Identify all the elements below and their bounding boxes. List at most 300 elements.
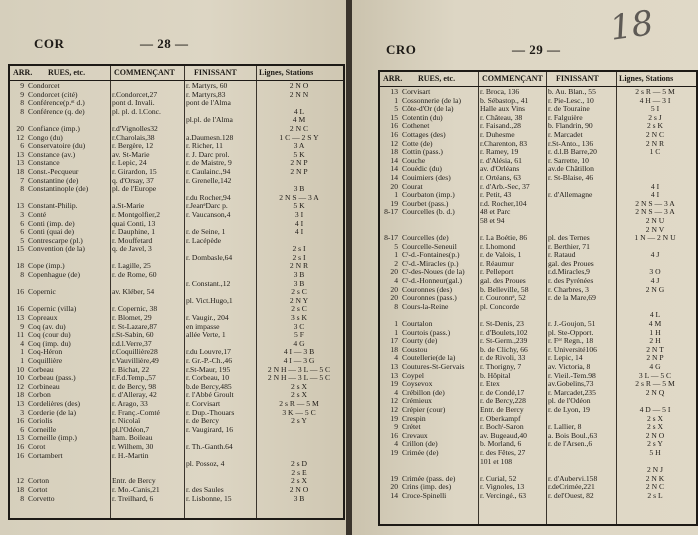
street-end: r. de la Mare,69 [548,294,596,303]
street-start: q. de Javel, 3 [112,245,152,254]
left-table [8,64,345,520]
stations: 3 A [293,142,305,151]
arrondissement: 4 [394,277,398,286]
street-start: r.Vauvillière,49 [112,357,159,365]
table-row [10,486,343,495]
arrondissement: 6 [20,219,24,228]
arrondissement: 20 [390,294,398,303]
street-end: r. Fᵒʳ Regn., 18 [548,337,594,346]
stations: 2 N V [645,225,665,234]
table-row [380,363,696,372]
street-start: r. La Boétie, 86 [480,234,528,243]
arrondissement: 19 [390,380,398,389]
street-end: r. Martyrs, 60 [186,82,228,90]
table-row [380,432,696,441]
table-row [380,415,696,424]
street-end: r. Rataud [548,251,576,260]
street-name: Contrescarpe (pl.) [28,236,83,245]
street-name: Courty (de) [402,337,438,346]
street-start: r. Etex [480,380,500,389]
street-start: r. St-Lazare,87 [112,322,157,331]
street-start: r. Thorigny, 7 [480,363,522,371]
street-name: Crétet [402,423,421,432]
street-name: Couimiers (des) [402,173,451,182]
street-name: Courcelles (de) [402,234,449,243]
table-row [10,142,343,151]
street-name: Courcelles (b. d.) [402,208,455,217]
street-start: r. Girardon, 15 [112,167,157,176]
table-row [380,88,696,97]
arrondissement: 1 [394,96,398,105]
stations: 5 K [293,150,305,159]
street-name: Cottages (des) [402,130,446,139]
table-row [380,303,696,312]
street-end: r. J.-Goujon, 51 [548,320,596,329]
table-row [380,458,696,467]
stations: 2 s Y [291,417,307,426]
street-end: b. Flandrin, 90 [548,122,593,131]
table-row [10,288,343,297]
table-row [380,406,696,415]
street-name: Crimée (pass. de) [402,474,456,483]
street-name: Coysevox [402,380,433,389]
stations: 2 s Y [647,440,663,449]
stations: 2 s D [290,460,308,469]
street-name: Copernic [28,288,56,297]
street-end: r. J. Darc prol. [186,150,230,159]
table-row [380,217,696,226]
street-end: r. de Lyon, 19 [548,405,590,414]
stations: 3 O [649,268,661,277]
arrondissement: 4 [20,339,24,348]
street-name: Cᵗ-d.-Fontaines(p.) [402,251,460,260]
street-end: a. Bois Boul.,63 [548,431,598,440]
street-name: Croce-Spinelli [402,491,447,500]
col-commencant-header: COMMENÇANT [482,74,543,83]
stations: 4 J [650,277,660,286]
street-name: Corbineau [28,382,60,391]
street-start: r.d.l.Verre,37 [112,339,152,348]
arrondissement: 8 [20,107,24,116]
stations: 2 N J [646,466,664,475]
street-end: av.Gobelins,73 [548,380,594,389]
left-table-header [10,66,343,81]
table-row [10,460,343,469]
street-name: Coq-Héron [28,348,63,357]
street-name: Cothenet [402,122,430,131]
street-name: Congo (du) [28,133,63,142]
stations: 2 H [649,337,661,346]
street-name: Coypel [402,371,424,380]
street-end: r. l'Abbé Groult [186,391,234,400]
table-row [380,260,696,269]
street-name: Coq (av. du) [28,322,66,331]
street-name: Cordelières (des) [28,399,81,408]
col-arr-header: ARR. [13,68,33,77]
arrondissement: 12 [16,133,24,142]
stations: 2 N Y [289,296,309,305]
street-end: r. Corbeau, 10 [186,374,230,383]
stations: 2 N Q [645,388,665,397]
street-start: r. Nicolaï [112,417,141,426]
stations: 4 I [294,219,304,228]
stations: 2 N O [289,82,309,90]
street-start: gal. des Proues [480,277,526,286]
table-row [380,397,696,406]
street-name: Convention (de la) [28,245,85,254]
arrondissement: 1 [394,191,398,200]
street-name: Courtalon [402,320,433,329]
stations: 2 N C [289,124,309,133]
table-row [380,114,696,123]
table-row [10,151,343,160]
table-row [380,200,696,209]
arrondissement: 9 [20,322,24,331]
stations: 2 N O [645,431,665,440]
stations: 2 N P [290,159,308,168]
stations: 2 s J [648,113,662,122]
street-start: r. Bochᵗ-Saron [480,423,524,432]
arrondissement: 12 [16,382,24,391]
street-end: r. Grenelle,142 [186,176,232,185]
arrondissement: 12 [390,397,398,406]
street-start: r. de Valois, 1 [480,251,522,260]
street-name: Conti (imp. de) [28,219,75,228]
col-commencant-header: COMMENÇANT [114,68,175,77]
street-name: Const.-Pecqueur [28,167,79,176]
street-start: r. Copernic, 38 [112,305,158,314]
street-start: r.St-Sabin, 60 [112,331,154,340]
arrondissement: 13 [16,434,24,443]
arrondissement: 8 [20,185,24,194]
street-name: Cᵗ-d.-Honneur(gal.) [402,277,463,286]
table-row [10,280,343,289]
street-end: r. Lepic, 14 [548,354,583,363]
street-name: Conférence (q. de) [28,107,85,116]
street-name: Crevaux [402,431,428,440]
arrondissement: 12 [16,477,24,486]
street-name: Coq (imp. du) [28,339,71,348]
table-row [380,492,696,501]
street-name: Constance (av.) [28,150,76,159]
street-name: Copenhague (de) [28,271,81,280]
stations: 4 D — 5 I [639,405,671,414]
arrondissement: 16 [16,417,24,426]
street-end: r. Falguière [548,113,583,122]
street-end: r. des Saules [186,485,224,494]
stations: 2 N P [646,354,664,363]
arrondissement: 1 [394,328,398,337]
arrondissement: 4 [394,354,398,363]
street-start: av. St-Marie [112,150,150,159]
stations: 2 s I [292,245,306,254]
street-start: r. H.-Martin [112,451,149,460]
stations: 2 N R [289,262,309,271]
stations: 2 s C [291,305,307,314]
stations: 5 H [649,448,661,457]
street-start: r. de Rivoli, 33 [480,354,526,363]
street-start: a.St-Marie [112,202,145,211]
street-start: r. des Fêtes, 27 [480,448,526,457]
stations: 2 N G [645,285,665,294]
street-name: Courat [402,182,423,191]
street-name: Crespin [402,414,426,423]
street-end: r. Martyrs,83 [186,90,226,99]
street-end: a.Daumesn.128 [186,133,234,142]
col-rues-header: RUES, etc. [418,74,456,83]
street-end: r. Constant.,12 [186,279,231,288]
stations: 3 B [293,271,305,280]
table-row [380,131,696,140]
table-row [10,477,343,486]
stations: 2 N N [289,90,309,99]
table-row [10,116,343,125]
table-row [380,329,696,338]
table-row [380,320,696,329]
table-row [380,389,696,398]
street-start: r. St-Germ.,239 [480,337,528,346]
left-page-number: — 28 — [140,36,189,51]
table-row [10,383,343,392]
arrondissement: 14 [390,491,398,500]
street-start: r. Château, 38 [480,113,523,122]
table-row [380,122,696,131]
arrondissement: 2 [394,259,398,268]
stations: 2 N O [289,485,309,494]
arrondissement: 19 [390,414,398,423]
table-row [10,159,343,168]
street-name: Crémieux [402,397,432,406]
stations: 2 s R — 5 M [279,399,319,408]
table-row [10,134,343,143]
street-name: Courcelle-Seneuil [402,242,457,251]
table-row [10,99,343,108]
street-start: r.d. Rocher,104 [480,199,527,208]
street-start: r. d'Arb.-Sec, 37 [480,182,530,191]
street-end: allée Verte, 1 [186,331,226,340]
street-end: r. Charbres, 3 [548,285,589,294]
street-name: Coutures-St-Gervais [402,363,465,371]
street-end: gal. des Proues [548,259,594,268]
table-row [380,174,696,183]
table-row [10,177,343,186]
street-name: Copernic (villa) [28,305,77,314]
table-row [380,337,696,346]
table-row [380,148,696,157]
table-row [380,165,696,174]
street-end: r. de Maistre, 9 [186,159,232,168]
street-name: Constantinople (de) [28,185,89,194]
table-row [10,220,343,229]
street-end: r. Pie-Lesc., 10 [548,96,594,105]
table-row [10,305,343,314]
street-end: pl. Possoz, 4 [186,460,225,469]
street-start: av. d'Orléans [480,165,520,174]
table-row [380,483,696,492]
table-row [380,475,696,484]
table-row [10,297,343,306]
street-start: r. de Bercy,228 [480,397,526,406]
street-start: r. Curial, 52 [480,474,517,483]
street-name: Condorcet [28,82,60,90]
street-name: Couche [402,156,426,165]
arrondissement: 16 [16,305,24,314]
stations: 2 N T [646,345,664,354]
stations: 4 M [292,116,306,125]
stations: 2 s C [291,288,307,297]
street-end: r. d.l.B Barre,20 [548,148,597,157]
street-end: pl. de l'Odéon [548,397,591,406]
street-start: r. de Rome, 60 [112,271,157,280]
stations: 4 L [649,311,661,320]
street-name: Courbet (pass.) [402,199,449,208]
arrondissement: 12 [390,405,398,414]
stations: 2 s X [290,382,308,391]
street-end: b. Au. Blan., 55 [548,88,596,96]
street-start: r. de Condé,17 [480,388,525,397]
street-end: r. Vaucanson,4 [186,210,231,219]
table-row [10,469,343,478]
street-start: pont d. Invali. [112,99,155,108]
street-start: r. Blomet, 29 [112,314,152,323]
stations: 3 I [294,210,304,219]
street-start: r.Coquillière28 [112,348,158,357]
street-end: r. de Touraine [548,105,590,114]
street-end: r. Sarrette, 10 [548,156,589,165]
street-name: Coq (cour du) [28,331,71,340]
table-row [380,380,696,389]
street-start: pl. de l'Europe [112,185,157,194]
street-name: Corbeau [28,365,54,374]
stations: 3 C [293,322,305,331]
street-name: Corton [28,477,50,486]
table-row [10,400,343,409]
table-row [10,108,343,117]
street-end: r.du Louvre,17 [186,348,231,357]
table-row [380,105,696,114]
arrondissement: 19 [390,448,398,457]
arrondissement: 9 [20,82,24,90]
street-start: r. Pelleport [480,268,514,277]
col-arr-header: ARR. [383,74,403,83]
street-name: Cotentin (du) [402,113,443,122]
street-name: Crins (imp. des) [402,483,452,492]
street-start: r. Faisand.,28 [480,122,521,131]
arrondissement: 8-17 [384,234,398,243]
street-end: pl.pl. de l'Alma [186,116,233,125]
stations: 4 G [649,363,661,371]
stations: 4 I [294,228,304,237]
street-end: r. de Seine, 1 [186,228,226,237]
street-start: r. Dauphine, 1 [112,228,156,237]
table-row [10,91,343,100]
arrondissement: 1 [20,357,24,365]
stations: 4 I [650,191,660,200]
stations: 2 N S — 3 A [279,193,319,202]
street-name: Coustou [402,345,428,354]
arrondissement: 13 [16,399,24,408]
street-end: r. Lallier, 8 [548,423,582,432]
street-start: r. d'Boulets,102 [480,328,528,337]
arrondissement: 13 [390,88,398,96]
street-start: Entr. de Bercy [112,477,156,486]
arrondissement: 17 [390,337,398,346]
table-row [10,194,343,203]
table-row [10,271,343,280]
arrondissement: 13 [16,314,24,323]
street-start: r. Bergère, 12 [112,142,154,151]
street-end: r. Gr.-P.-Ch.,46 [186,357,232,365]
stations: 4 I [650,182,660,191]
street-start: r. d'Alésia, 61 [480,156,522,165]
street-name: Corneille [28,425,57,434]
street-start: r. Couronnᵉ, 52 [480,294,526,303]
street-start: av. Kléber, 54 [112,288,155,297]
stations: 5 F [294,331,304,340]
table-row [10,348,343,357]
street-start: r. Oberkampf [480,414,521,423]
table-row [10,409,343,418]
stations: 1 C — 2 S Y [279,133,319,142]
stations: 4 I — 3 G [283,357,315,365]
table-row [380,277,696,286]
street-end: r. Université106 [548,345,597,354]
table-row [10,443,343,452]
street-name: Corot [28,442,46,451]
street-end: en impasse [186,322,220,331]
street-end: r. Richer, 11 [186,142,223,151]
stations: 2 s X [290,391,308,400]
arrondissement: 14 [390,173,398,182]
street-name: Cotte (de) [402,139,433,148]
arrondissement: 20 [390,285,398,294]
street-name: Cours-la-Reine [402,302,449,311]
stations: 2 N S — 3 A [635,199,675,208]
street-name: Courbaton (imp.) [402,191,455,200]
street-start: 101 et 108 [480,457,513,466]
stations: 2 N R [645,139,665,148]
street-end: r.du Rocher,94 [186,193,231,202]
street-end: r. Vieil.-Tem.98 [548,371,596,380]
stations: 2 s L [647,491,663,500]
street-name: Crébillon (de) [402,388,445,397]
street-name: Conté [28,210,47,219]
street-name: Corbeau (pass.) [28,374,76,383]
stations: 2 s X [290,477,308,486]
street-name: Crépier (cour) [402,405,446,414]
street-start: r.d'Vignolles32 [112,124,158,133]
stations: 3 B [293,279,305,288]
table-row [10,228,343,237]
col-finissant-header: FINISSANT [194,68,237,77]
table-row [10,366,343,375]
arrondissement: 14 [390,156,398,165]
street-end: r. Dup.-Thouars [186,408,235,417]
street-name: Conférence(p.ᵉᵗ d.) [28,99,85,108]
table-row [380,466,696,475]
table-row [380,449,696,458]
street-name: Couédic (du) [402,165,442,174]
street-name: Côte-d'Or (de la) [402,105,454,114]
col-lignes-header: Lignes, Stations [259,68,314,77]
table-row [10,254,343,263]
arrondissement: 5 [20,236,24,245]
street-name: Copreaux [28,314,58,323]
street-end: r. Marcadet [548,130,583,139]
arrondissement: 12 [390,139,398,148]
street-name: Couronnes (pass.) [402,294,457,303]
arrondissement: 20 [390,182,398,191]
